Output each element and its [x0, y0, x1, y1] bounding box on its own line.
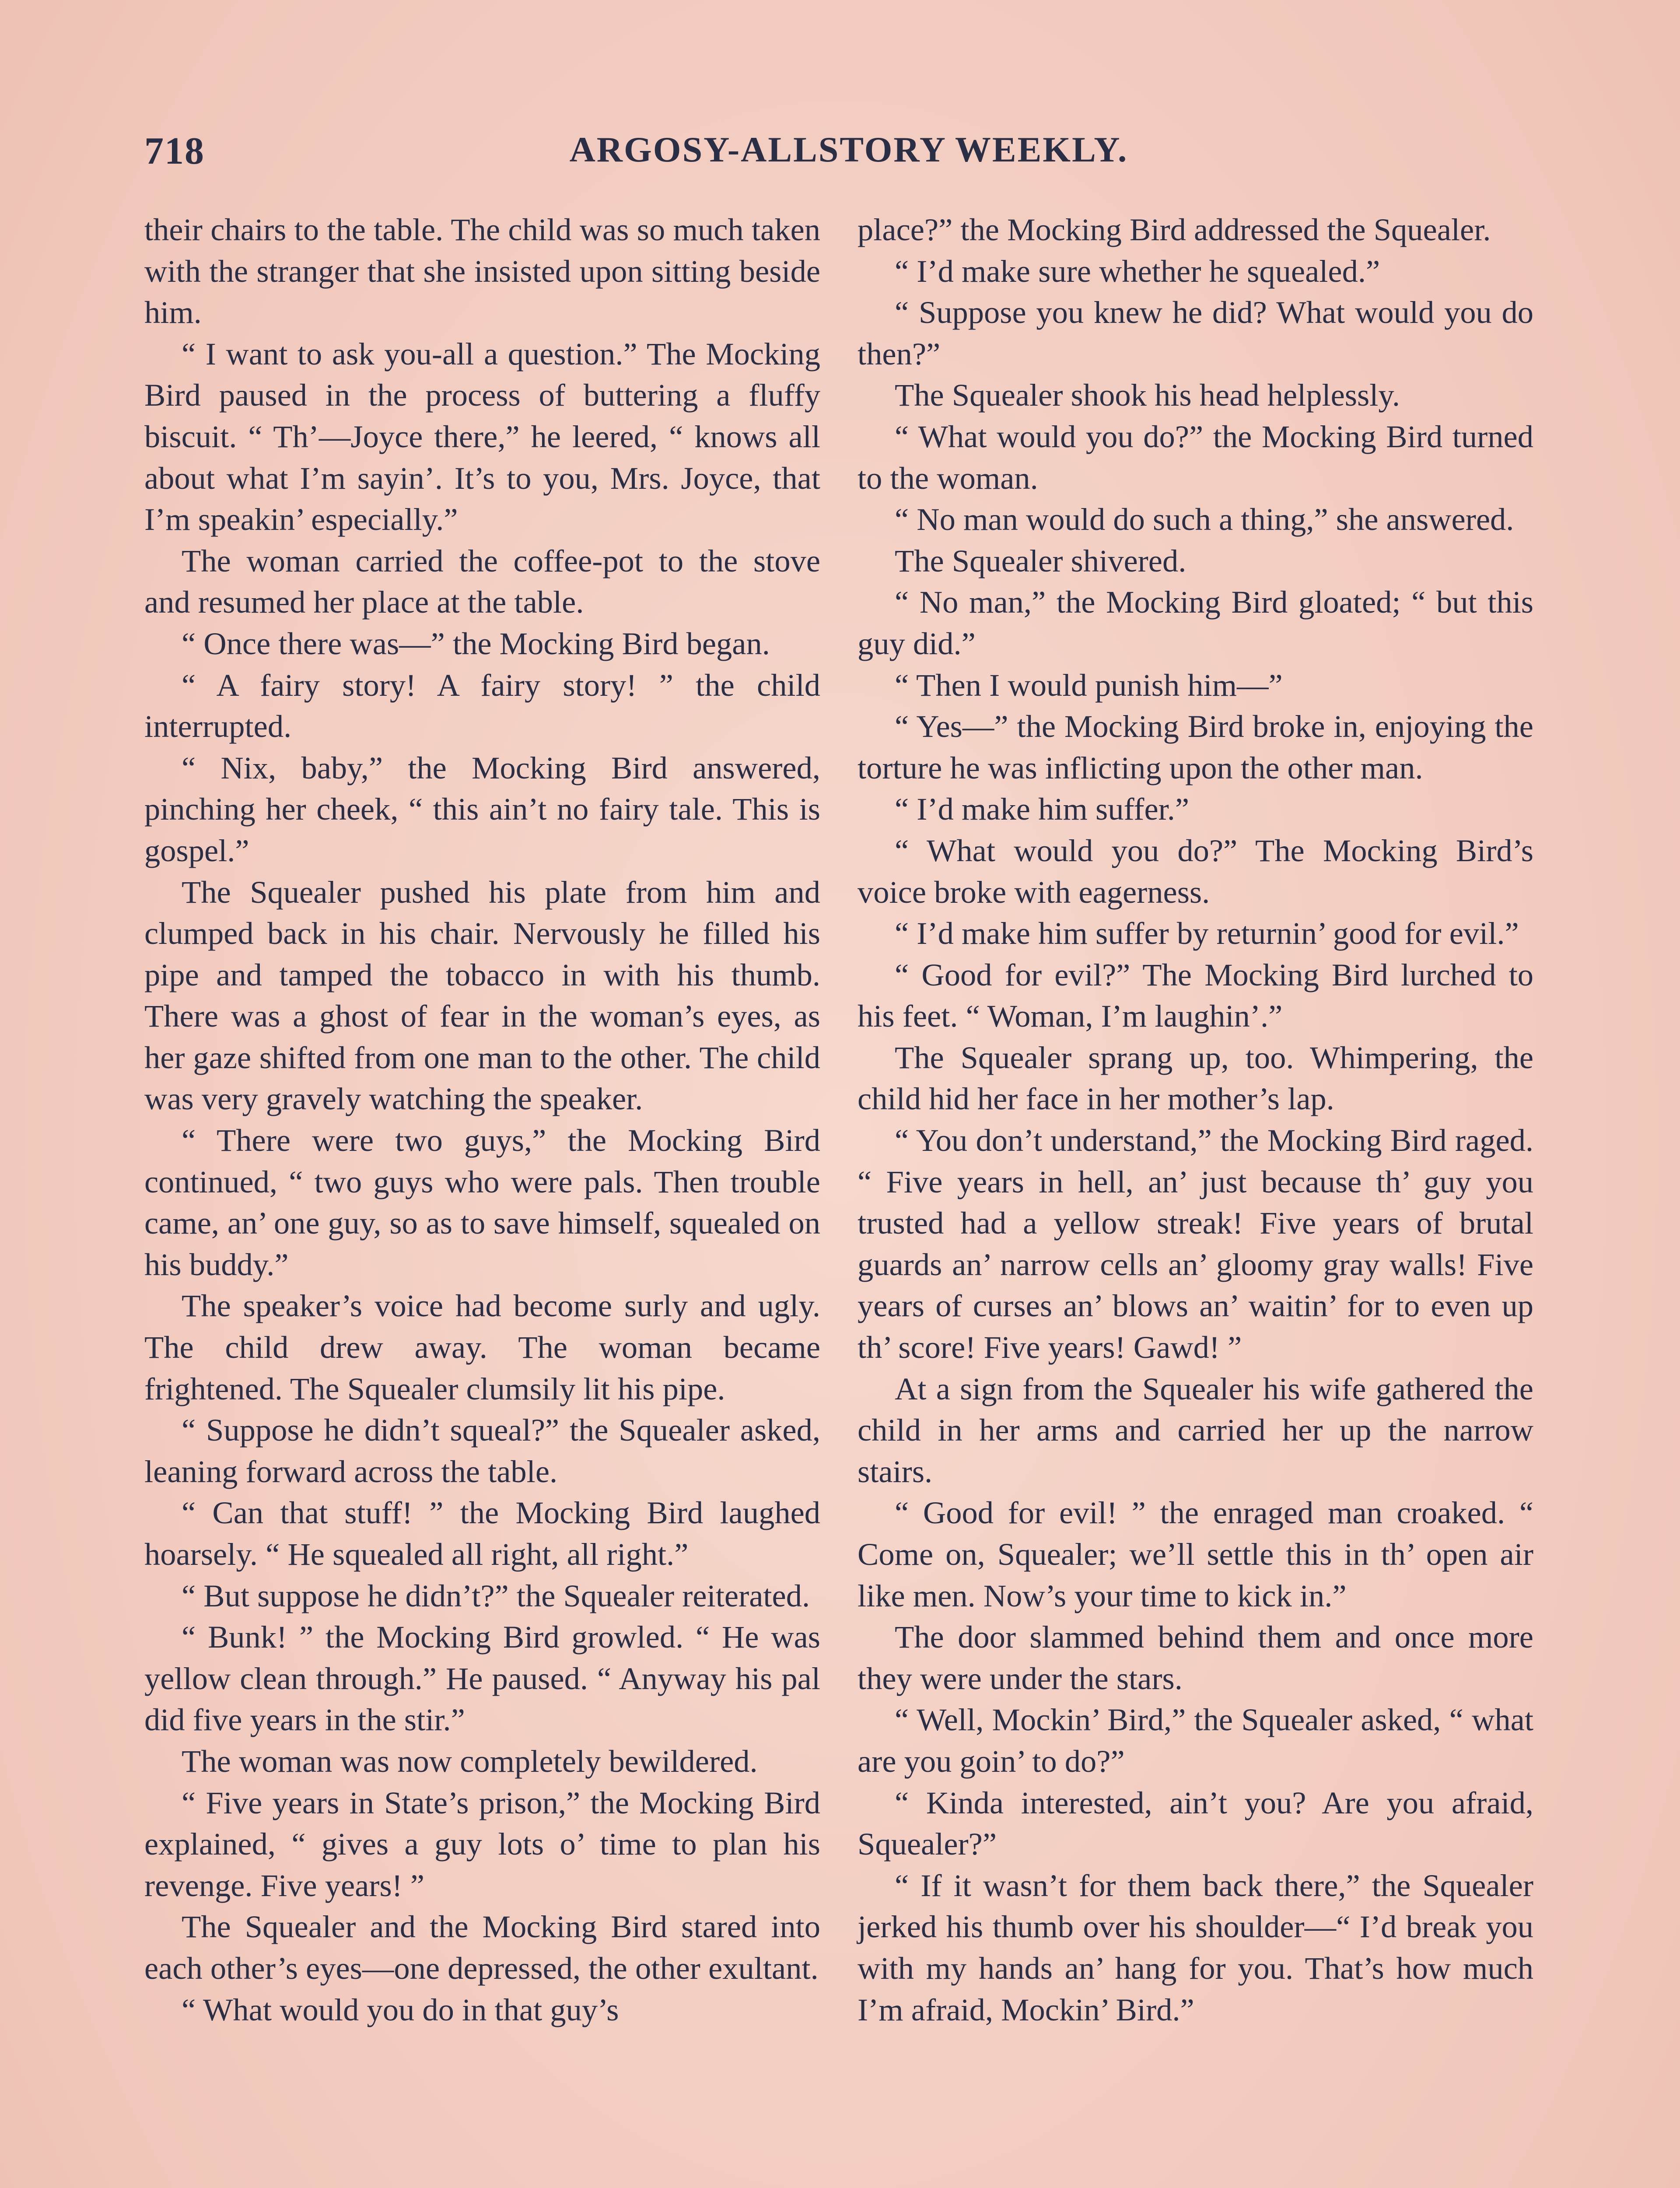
paragraph: “ Nix, baby,” the Mocking Bird answered, pinching her cheek, “ this ain’t no fairy tale. This is gospel.”	[144, 750, 820, 868]
paragraph: “ I’d make sure whether he squealed.”	[895, 253, 1380, 289]
paragraph: “ I’d make him suffer by returnin’ good for evil.”	[895, 915, 1519, 951]
paragraph: “ Good for evil?” The Mocking Bird lurched to his feet. “ Woman, I’m laughin’.”	[858, 957, 1533, 1034]
paragraph: place?” the Mocking Bird addressed the Squealer.	[858, 212, 1491, 247]
paragraph: “ There were two guys,” the Mocking Bird continued, “ two guys who were pals. Then trouble came, an’ one guy, so as to save himself, squealed on his buddy.”	[144, 1122, 820, 1282]
paragraph: “ If it wasn’t for them back there,” the Squealer jerked his thumb over his shoulder—“ I’d break you with my hands an’ hang for you. That’s how much I’m afraid, Mockin’ Bird.”	[858, 1867, 1533, 2027]
paragraph: “ Suppose he didn’t squeal?” the Squealer asked, leaning forward across the table.	[144, 1412, 820, 1489]
paragraph: “ You don’t understand,” the Mocking Bird raged. “ Five years in hell, an’ just because th’ guy you trusted had a yellow streak! Five years of brutal guards an’ narrow cells an’ gloomy gray walls! Five years of curses an’ blows an’ waitin’ for to even up th’ score! Five years! Gawd! ”	[858, 1122, 1533, 1365]
magazine-title: ARGOSY-ALLSTORY WEEKLY.	[569, 130, 1128, 169]
page-number: 718	[144, 130, 205, 172]
text-column-right	[858, 209, 1533, 2030]
paragraph: their chairs to the table. The child was so much taken with the stranger that she insisted upon sitting beside him.	[144, 212, 820, 330]
paragraph: The speaker’s voice had become surly and ugly. The child drew away. The woman became frightened. The Squealer clumsily lit his pipe.	[144, 1288, 820, 1406]
paragraph: “ Suppose you knew he did? What would you do then?”	[858, 295, 1533, 372]
paragraph: “ Then I would punish him—”	[895, 667, 1283, 703]
paragraph: The woman was now completely bewildered.	[182, 1743, 758, 1779]
paragraph: “ Bunk! ” the Mocking Bird growled. “ He was yellow clean through.” He paused. “ Anyway his pal did five years in the stir.”	[144, 1619, 820, 1738]
page-header	[144, 129, 1553, 190]
paragraph: “ But suppose he didn’t?” the Squealer reiterated.	[182, 1578, 810, 1613]
paragraph: “ What would you do in that guy’s	[182, 1992, 619, 2027]
paragraph: “ Five years in State’s prison,” the Mocking Bird explained, “ gives a guy lots o’ time to plan his revenge. Five years! ”	[144, 1785, 820, 1903]
paragraph: “ Can that stuff! ” the Mocking Bird laughed hoarsely. “ He squealed all right, all right.”	[144, 1495, 820, 1572]
paragraph: “ I’d make him suffer.”	[895, 791, 1190, 827]
paragraph: “ I want to ask you-all a question.” The Mocking Bird paused in the process of buttering a fluffy biscuit. “ Th’—Joyce there,” he leered, “ knows all about what I’m sayin’. It’s to you, Mrs. Joyce, that I’m speakin’ especially.”	[144, 336, 820, 537]
paragraph: “ What would you do?” The Mocking Bird’s voice broke with eagerness.	[858, 832, 1533, 910]
paragraph: The door slammed behind them and once more they were under the stars.	[858, 1619, 1533, 1696]
paragraph: “ Well, Mockin’ Bird,” the Squealer asked, “ what are you goin’ to do?”	[858, 1702, 1533, 1779]
paragraph: The Squealer shook his head helplessly.	[895, 377, 1400, 413]
paragraph: “ A fairy story! A fairy story! ” the child interrupted.	[144, 667, 820, 744]
paragraph: “ No man would do such a thing,” she answered.	[895, 501, 1514, 537]
paragraph: At a sign from the Squealer his wife gathered the child in her arms and carried her up the narrow stairs.	[858, 1371, 1533, 1489]
paragraph: The Squealer sprang up, too. Whimpering, the child hid her face in her mother’s lap.	[858, 1039, 1533, 1117]
paragraph: The Squealer and the Mocking Bird stared into each other’s eyes—one depressed, the other exultant.	[144, 1909, 820, 1986]
paragraph: “ Once there was—” the Mocking Bird began.	[182, 625, 770, 661]
paragraph: The Squealer pushed his plate from him and clumped back in his chair. Nervously he filled his pipe and tamped the tobacco in with his thumb. There was a ghost of fear in the woman’s eyes, as her gaze shifted from one man to the other. The child was very gravely watching the speaker.	[144, 874, 820, 1117]
paragraph: “ What would you do?” the Mocking Bird turned to the woman.	[858, 418, 1533, 496]
paragraph: The Squealer shivered.	[895, 543, 1186, 579]
paragraph: “ Kinda interested, ain’t you? Are you afraid, Squealer?”	[858, 1785, 1533, 1862]
paragraph: The woman carried the coffee-pot to the stove and resumed her place at the table.	[144, 543, 820, 620]
paragraph: “ Yes—” the Mocking Bird broke in, enjoying the torture he was inflicting upon the other man.	[858, 708, 1533, 785]
text-column-left	[144, 209, 820, 2030]
paragraph: “ No man,” the Mocking Bird gloated; “ but this guy did.”	[858, 584, 1533, 661]
paragraph: “ Good for evil! ” the enraged man croaked. “ Come on, Squealer; we’ll settle this in th’ open air like men. Now’s your time to kick in.”	[858, 1495, 1533, 1613]
